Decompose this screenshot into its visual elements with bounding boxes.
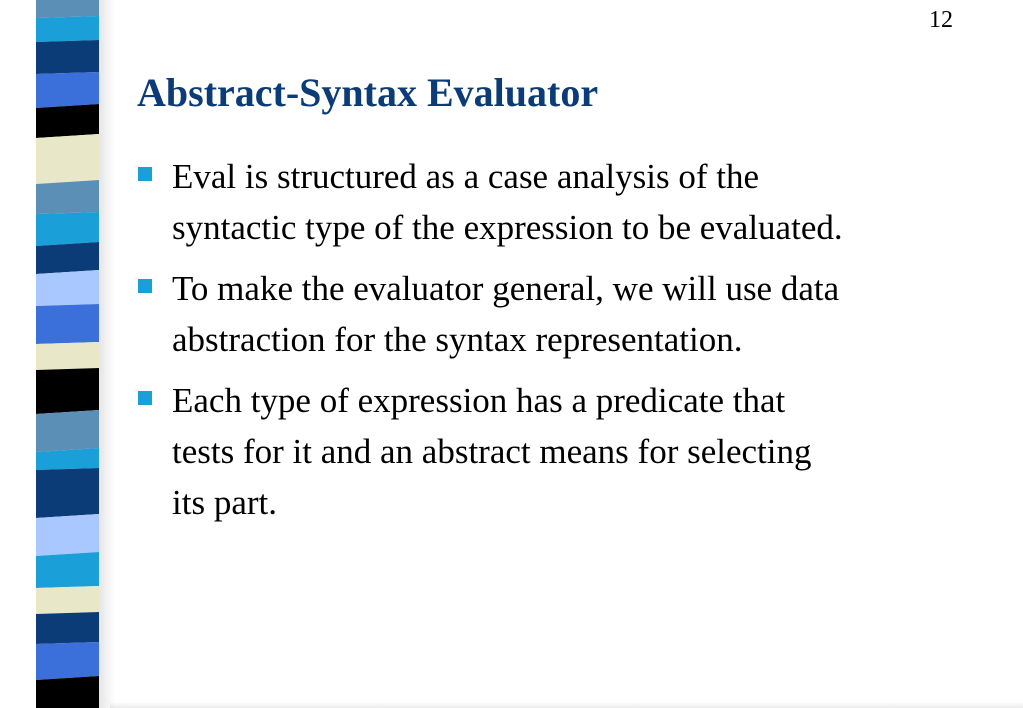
decorative-stripe-strip xyxy=(36,0,99,708)
stripe-14 xyxy=(36,410,99,452)
stripe-6 xyxy=(36,134,99,184)
bullet-text-1 xyxy=(172,151,998,253)
bullet-3-line-1: Each type of expression has a predicate that xyxy=(172,381,786,420)
stripe-13 xyxy=(36,368,99,414)
bullet-2-line-2: abstraction for the syntax representation. xyxy=(172,320,743,359)
bullet-2-line-1: To make the evaluator general, we will use data xyxy=(172,269,840,308)
square-bullet-icon xyxy=(138,391,152,405)
bullet-text-3 xyxy=(172,375,998,528)
stripe-12 xyxy=(36,342,99,370)
stripe-1 xyxy=(36,0,99,18)
stripe-4 xyxy=(36,72,99,108)
stripe-7 xyxy=(36,180,99,214)
stripe-8 xyxy=(36,212,99,246)
stripe-10 xyxy=(36,270,99,306)
bullet-item-1 xyxy=(138,151,998,253)
stripe-9 xyxy=(36,242,99,274)
stripe-22 xyxy=(36,676,99,708)
bullet-list xyxy=(138,151,998,538)
slide-bottom-shadow xyxy=(110,702,1023,708)
bullet-3-line-2: tests for it and an abstract means for selecting xyxy=(172,432,812,471)
bullet-1-line-2: syntactic type of the expression to be evaluated. xyxy=(172,208,843,247)
bullet-1-line-1: Eval is structured as a case analysis of the xyxy=(172,157,760,196)
stripe-5 xyxy=(36,104,99,138)
bullet-item-3 xyxy=(138,375,998,528)
square-bullet-icon xyxy=(138,167,152,181)
stripe-shadow xyxy=(99,0,115,708)
slide-title: Abstract-Syntax Evaluator xyxy=(137,70,599,115)
page-number: 12 xyxy=(929,7,953,33)
square-bullet-icon xyxy=(138,279,152,293)
bullet-3-line-3: its part. xyxy=(172,483,277,522)
stripe-2 xyxy=(36,16,99,42)
stripe-20 xyxy=(36,612,99,644)
bullet-item-2 xyxy=(138,263,998,365)
stripe-3 xyxy=(36,40,99,74)
stripe-18 xyxy=(36,552,99,588)
stripe-16 xyxy=(36,468,99,518)
stripe-21 xyxy=(36,642,99,680)
bullet-text-2 xyxy=(172,263,998,365)
stripe-11 xyxy=(36,304,99,344)
stripe-19 xyxy=(36,586,99,614)
stripe-17 xyxy=(36,514,99,556)
